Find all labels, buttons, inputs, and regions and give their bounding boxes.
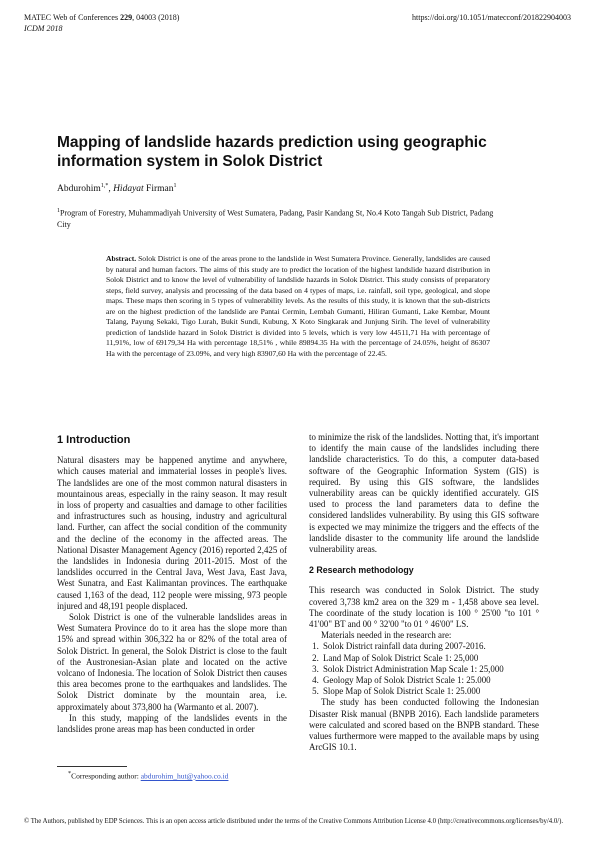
footnote-mark: *: [68, 770, 72, 777]
materials-list: [309, 641, 539, 697]
section-heading: 2 Research methodology: [309, 565, 414, 576]
affiliation: [57, 206, 497, 231]
paragraph: The study has been conducted following the Indonesian Disaster Risk manual (BNPB 2016). Each landslide parameters were calculated and scored based on the BNPB standard. These values furthermore were mapped to the available maps by using ArcGIS 10.1.: [309, 697, 539, 753]
paper-title: Mapping of landslide hazards prediction using geographic information system in Solok District: [57, 134, 487, 170]
paragraph: This research was conducted in Solok District. The study covered 3,738 km2 area on the 329 m - 1,458 above sea level. The coordinate of the study location is 100 ° 25'00 "to 101 ° 41'00" BT and 00 ° 32'00 "to 01 ° 46'00" LS.: [309, 585, 539, 630]
author-affil-mark: 1: [173, 183, 177, 189]
paragraph: Solok District is one of the vulnerable landslides areas in West Sumatera Province do to it area has the slope more than 15% and spread within 306,322 ha or 82% of the total area of Solok District. In general, the Solok District is close to the fault of the Austronesian-Asian plate and located on the active volcano of Indonesia. The location of Solok District then causes this area becomes prone to the earthquakes and landslides. The Solok District dominate by the mountain area, i.e. approximately about 373,800 ha (Warmanto et al. 2007).: [57, 612, 287, 712]
abstract-text: Solok District is one of the areas prone to the landslide in West Sumatera Province. Generally, landslides are caused by natural and human factors. The aims of this study are to predict the location of the highest landslide hazard distribution in Solok District and to know the level of vulnerability of landslide hazards in Solok District. This study consists of preparatory steps, field survey, analysis and processing of the data based on 4 types of maps, i.e. rainfall, soil type, geological, and slope maps. These maps then scoring in 5 types of vulnerability levels. As the results of this study, it is known that the sub-districts are on the highest prediction of the landslide are Pantai Cermin, Lembah Gumanti, Hiliran Gumanti, Lake Kembar, Mount Talang, Payung Sekaki, Tigo Lurah, Bukit Sundi, Kubung, X Koto Singkarak and Junjung Sirih. The level of vulnerability prediction of landslide hazard in Solok District is divided into 5 levels, which is very low 44511,71 Ha with percentage of 11,91%, low of 69179,34 Ha with percentage 18,51% , while 89894.35 Ha with the percentage of 24.05%, height of 86307 Ha with the percentage of 23.09%, and very high 83907,60 Ha with the percentage of 22.45.: [106, 254, 490, 358]
journal-name: MATEC Web of Conferences: [24, 13, 119, 22]
author-name: Firman: [143, 184, 174, 195]
author-affil-mark: 1,*: [100, 183, 109, 189]
list-item: 2. Land Map of Solok District Scale 1: 25,000: [321, 653, 539, 664]
paragraph: Natural disasters may be happened anytime and anywhere, which causes material and immaterial losses in people's lives. The landslides are one of the most common natural disasters in mountainous areas, especially in the rainy season. It may result in loss of property and casualties and damage to other facilities and infrastructures such as housing, industry and agricultural land. Further, can affect the social condition of the community and the decline of the economy in the affected areas. The National Disaster Management Agency (2016) reported 2,425 of the landslides in Indonesia during 2011-2015. Most of the landslides occurred in the Central Java, West Java, East Java, West Sunatra, and East Kalimantan provinces. The earthquake caused 1,163 of the dead, 112 people were missing, 973 people injured and 48,191 people displaced.: [57, 455, 287, 611]
paragraph: to minimize the risk of the landslides. Notting that, it's important to identify the main cause of the landslides including there landslide characteristics. To do this, a computer data-based software of the Geographic Information System (GIS) is required. By using this GIS software, the landslides vulnerability areas can be quickly identified accurately. GIS used to process the land parameters data to define the considered landslides vulnerability. By using this GIS software is expected we may minimize the triggers and the effects of the landslide disaster to the community life around the landslide vulnerability areas.: [309, 432, 539, 555]
list-item: 5. Slope Map of Solok District Scale 1: 25.000: [321, 686, 539, 697]
footnote-label: Corresponding author:: [71, 771, 141, 781]
author-line: Abdurohim$^{1,*}$, Hidayat Firman$^1$: [57, 183, 177, 195]
section-heading: 1 Introduction: [57, 434, 131, 446]
affiliation-mark: 1: [57, 208, 60, 214]
list-item: 1. Solok District rainfall data during 2007-2016.: [321, 641, 539, 652]
author-name: Abdurohim: [57, 184, 101, 195]
author-name: Hidayat: [113, 184, 144, 195]
right-column: [309, 432, 539, 753]
list-item: 4. Geology Map of Solok District Scale 1: 25.000: [321, 675, 539, 686]
article-number: , 04003 (2018): [132, 13, 180, 22]
running-header-journal: [24, 13, 179, 23]
paragraph: In this study, mapping of the landslides events in the landslides prone areas map has been conducted in order: [57, 712, 287, 735]
footnote: [68, 770, 228, 781]
footnote-divider: [57, 766, 127, 767]
conference-name: ICDM 2018: [24, 24, 63, 33]
list-item: 3. Solok District Administration Map Scale 1: 25,000: [321, 664, 539, 675]
license-footer: © The Authors, published by EDP Sciences. This is an open access article distributed under the terms of the Creative Commons Attribution License 4.0 (http://creativecommons.org/licenses/by/4.0/).: [24, 818, 564, 825]
affiliation-text: Program of Forestry, Muhammadiyah University of West Sumatera, Padang, Pasir Kandang St, No.4 Koto Tangah Sub District, Padang City: [57, 208, 494, 230]
left-column: [57, 435, 287, 735]
doi-link[interactable]: https://doi.org/10.1051/matecconf/201822904003: [412, 13, 571, 22]
paragraph: Materials needed in the research are:: [321, 630, 452, 641]
journal-volume: 229: [120, 13, 133, 22]
abstract-label: Abstract.: [106, 254, 137, 263]
abstract: [106, 254, 490, 359]
email-link[interactable]: abdurohim_hut@yahoo.co.id: [140, 771, 229, 781]
